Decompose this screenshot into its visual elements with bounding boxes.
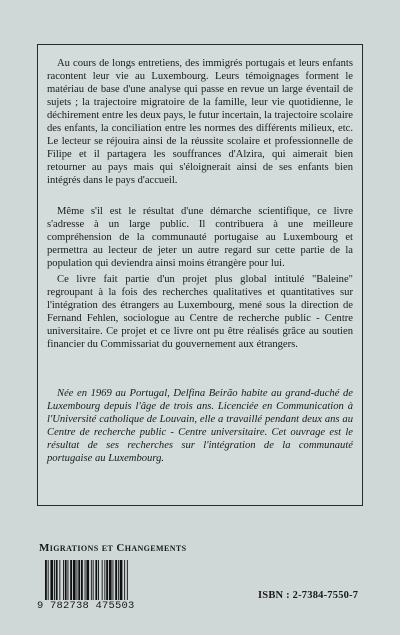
barcode [37,560,157,614]
barcode-bars-icon [45,560,151,600]
author-bio: Née en 1969 au Portugal, Delfina Beirão habite au grand-duché de Luxembourg depuis l'âge de trois ans. Licenciée en Communication à l'Université catholique de Louvain, elle a travaillé pendant deux ans au Centre de recherche public - Centre universitaire. Cet ouvrage est le résultat de ses recherches sur l'intégration de la communauté portugaise au Luxembourg. [47,388,353,464]
series-name: Migrations et Changements [39,542,187,554]
description-paragraph-2: Même s'il est le résultat d'une démarche scientifique, ce livre s'adresse à un large public. Il contribuera à une meilleure compréhension de la communauté portugaise au Luxembourg et permettra au lecteur de jeter un autre regard sur cette partie de la population qui deviendra ainsi moins étrangère pour lui. [47,206,353,269]
description-paragraph-3: Ce livre fait partie d'un projet plus global intitulé "Baleine" regroupant à la fois des recherches qualitatives et quantitatives sur l'intégration des étrangers au Luxembourg, mené sous la direction de Fernand Fehlen, sociologue au Centre de recherche public - Centre universitaire. Ce projet et ce livre ont pu être réalisés grâce au soutien financier du Commissariat du gouvernement aux étrangers. [47,274,353,350]
barcode-number: 9 782738 475503 [37,600,135,612]
blurb-box [37,44,363,506]
isbn-label: ISBN : 2-7384-7550-7 [258,590,359,601]
description-paragraph-1: Au cours de longs entretiens, des immigrés portugais et leurs enfants racontent leur vie au Luxembourg. Leurs témoignages forment le matériau de base d'une analyse qui passe en revue un large éventail de sujets ; la trajectoire migratoire de la famille, leur vie quotidienne, le déchirement entre les deux pays, le futur incertain, la trajectoire scolaire des enfants, la conciliation entre les normes des différents milieux, etc. Le lecteur se réjouira ainsi de la réussite scolaire et professionnelle de Filipe et il partagera les souffrances d'Alzira, qui aimerait bien retourner au pays mais qui s'éloignerait ainsi de ses enfants bien intégrés dans le pays d'accueil. [47,58,353,186]
